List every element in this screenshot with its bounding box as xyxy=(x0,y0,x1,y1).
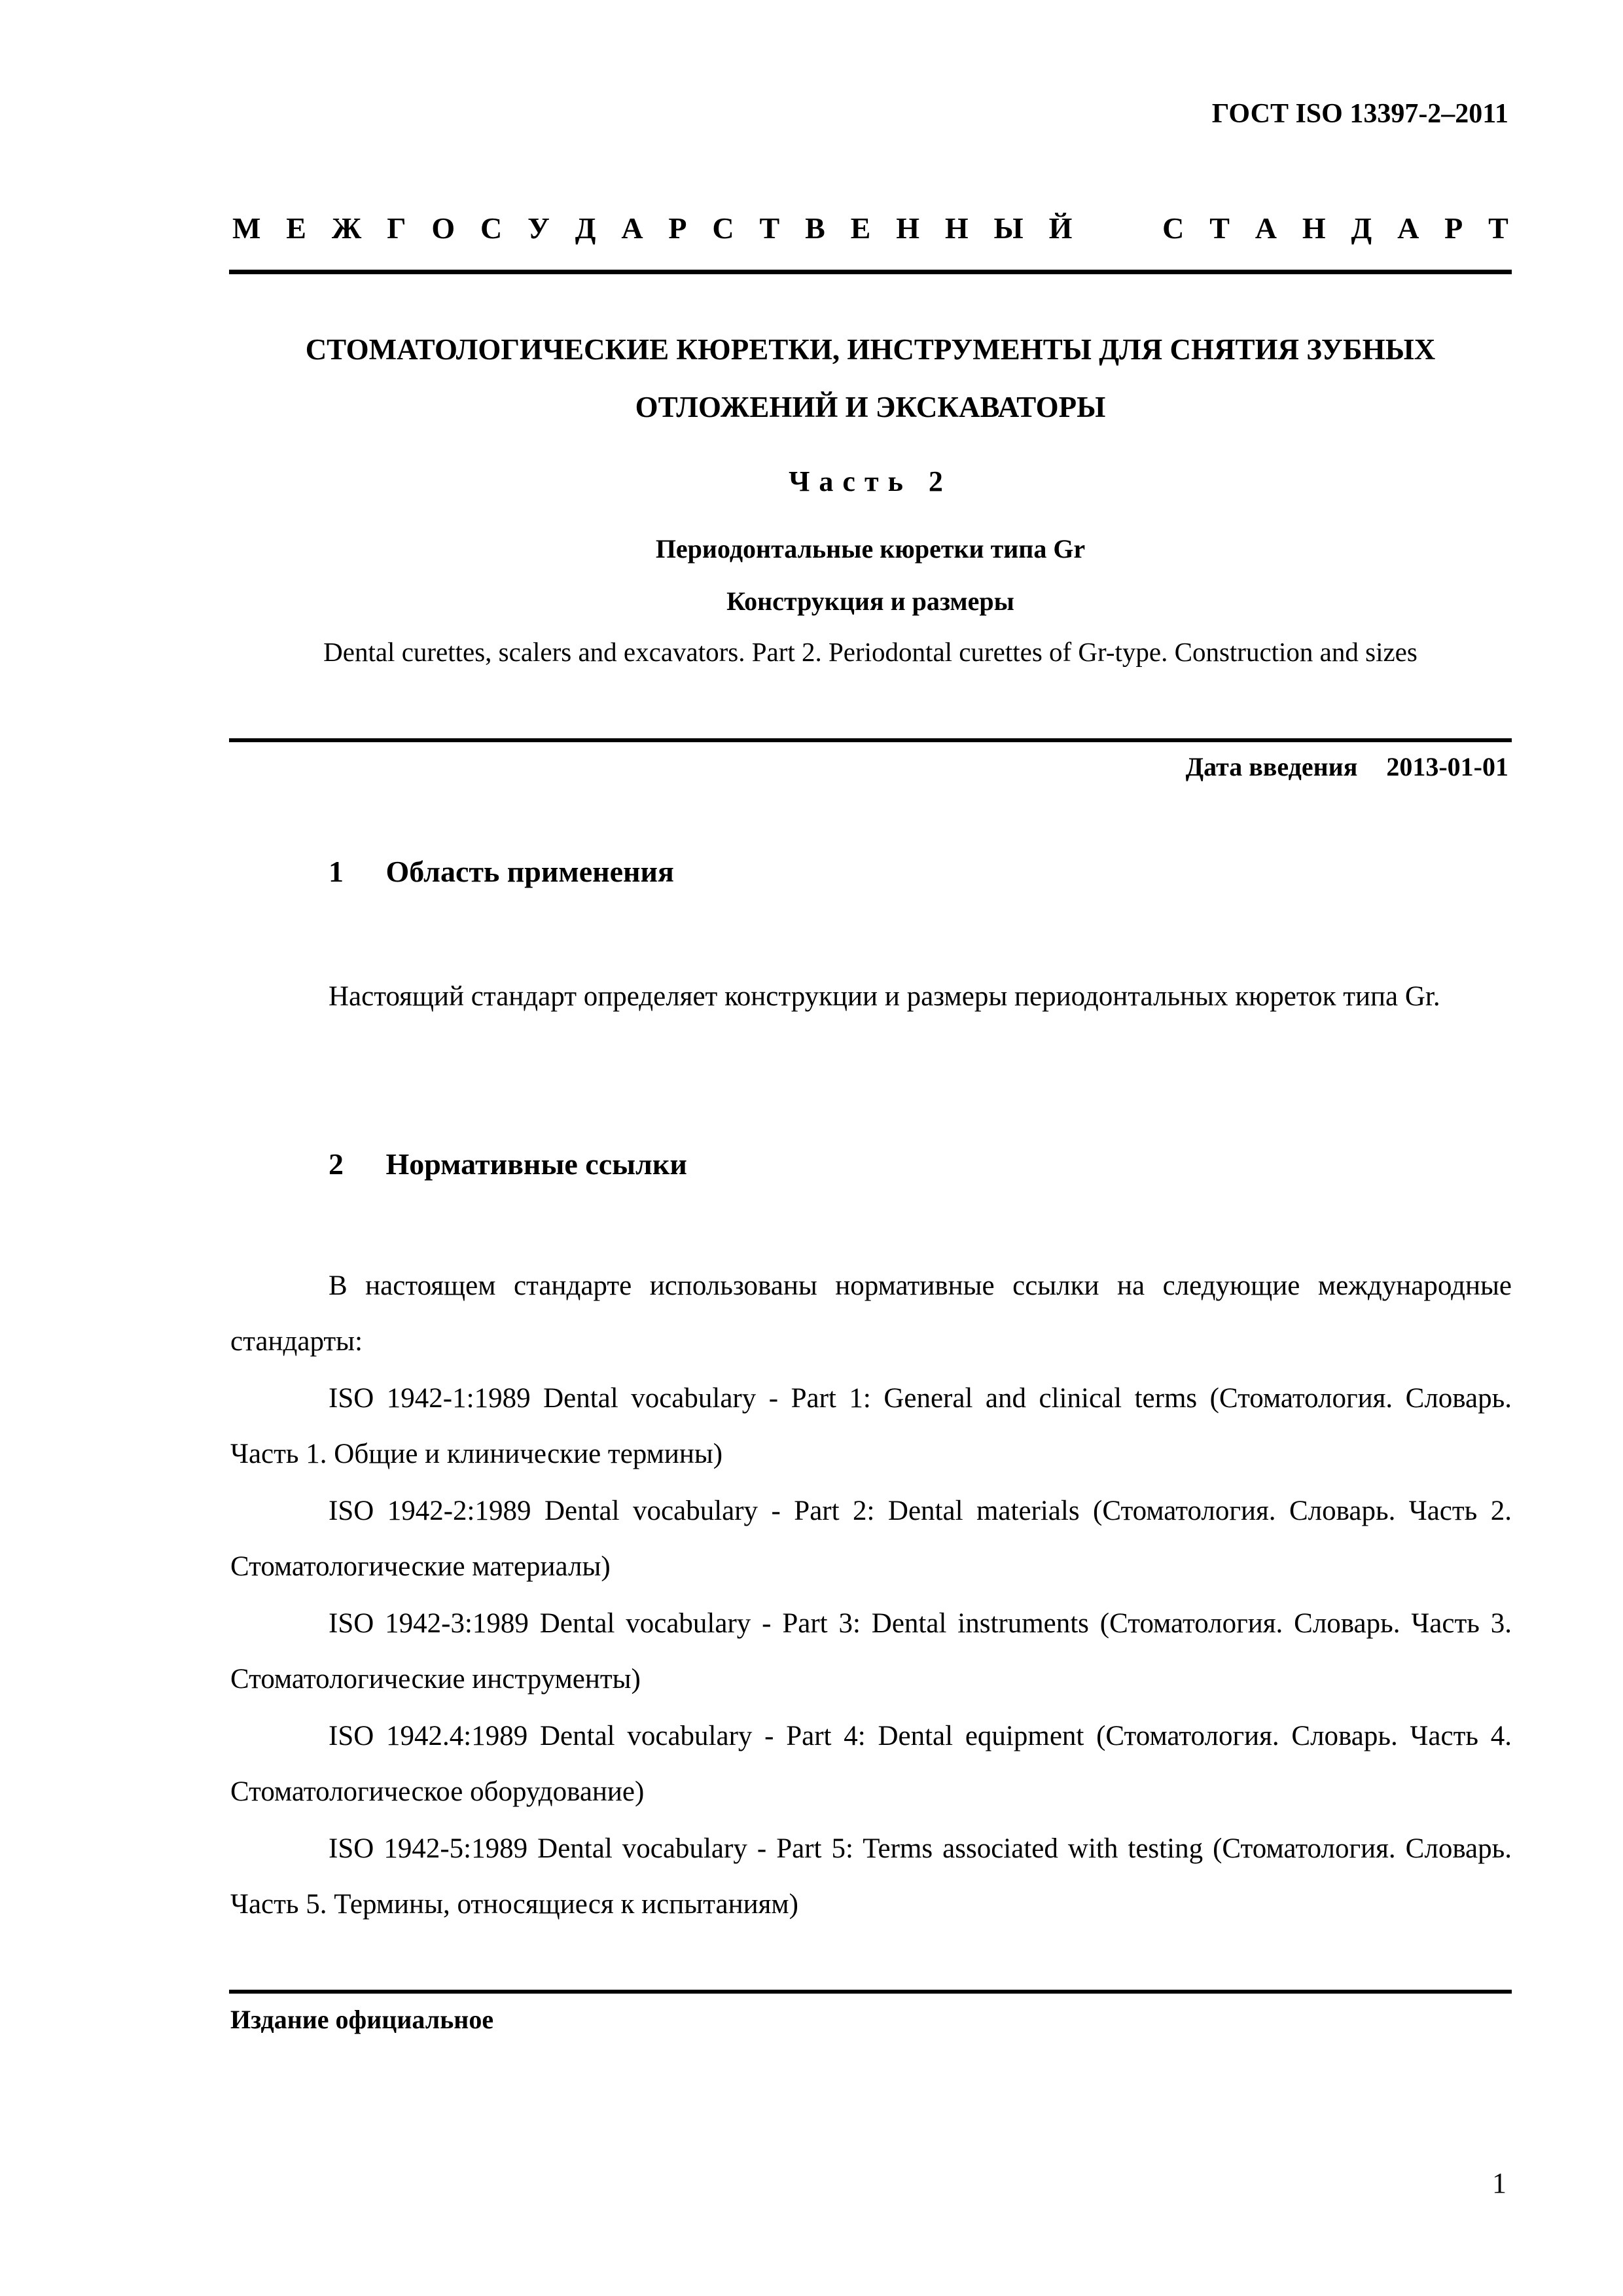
section-title: Нормативные ссылки xyxy=(385,1147,687,1181)
banner-letter: Г xyxy=(387,211,406,245)
document-title-line2: ОТЛОЖЕНИЙ И ЭКСКАВАТОРЫ xyxy=(635,391,1106,423)
paragraph-text: Настоящий стандарт определяет конструкции и размеры периодонтальных кюреток типа Gr. xyxy=(329,981,1440,1012)
banner-letter: Е xyxy=(850,211,871,245)
banner-letter: Й xyxy=(1048,211,1073,245)
banner-letter: С xyxy=(480,211,503,245)
banner-letter: А xyxy=(621,211,643,245)
section-number: 2 xyxy=(329,1147,344,1181)
part-label: Часть 2 xyxy=(789,465,952,497)
scope-paragraph xyxy=(230,969,1512,1024)
banner-letter: Е xyxy=(286,211,306,245)
subtitle-type: Периодонтальные кюретки типа Gr xyxy=(655,534,1086,564)
reference-item xyxy=(230,1483,1512,1594)
header-divider xyxy=(229,270,1512,274)
introduction-date-label: Дата введения xyxy=(1185,752,1358,781)
paragraph-text: В настоящем стандарте использованы нормативные ссылки на следующие международные стандарты: xyxy=(230,1270,1512,1357)
reference-item xyxy=(230,1371,1512,1482)
introduction-date xyxy=(1186,751,1508,782)
banner-letter: Н xyxy=(944,211,969,245)
banner-letter: Т xyxy=(759,211,780,245)
title-divider xyxy=(229,738,1512,742)
banner-letter: А xyxy=(1255,211,1277,245)
banner-letter: Р xyxy=(1444,211,1463,245)
banner-letter: Д xyxy=(1351,211,1372,245)
reference-item xyxy=(230,1708,1512,1820)
reference-item xyxy=(230,1596,1512,1707)
banner-letter: Т xyxy=(1209,211,1230,245)
subtitle-construction: Конструкция и размеры xyxy=(726,586,1014,616)
section-heading-references xyxy=(329,1147,687,1181)
document-title-line1: СТОМАТОЛОГИЧЕСКИЕ КЮРЕТКИ, ИНСТРУМЕНТЫ ДЛЯ СНЯТИЯ ЗУБНЫХ xyxy=(305,333,1436,366)
page-number: 1 xyxy=(1492,2167,1507,2199)
edition-label: Издание официальное xyxy=(230,2005,494,2034)
banner-letter: О xyxy=(431,211,455,245)
paragraph-text: ISO 1942.4:1989 Dental vocabulary - Part 4: Dental equipment (Стоматология. Словарь. Часть 4. Стоматологическое оборудование) xyxy=(230,1721,1512,1807)
banner-letter: А xyxy=(1397,211,1419,245)
banner-letter: Ы xyxy=(993,211,1024,245)
section-title: Область применения xyxy=(385,855,674,888)
references-intro-paragraph xyxy=(230,1258,1512,1369)
banner-letter: С xyxy=(1162,211,1185,245)
paragraph-text: ISO 1942-2:1989 Dental vocabulary - Part 2: Dental materials (Стоматология. Словарь. Часть 2. Стоматологические материалы) xyxy=(230,1496,1512,1582)
banner-letter: С xyxy=(712,211,734,245)
paragraph-text: ISO 1942-1:1989 Dental vocabulary - Part 1: General and clinical terms (Стоматология. Словарь. Часть 1. Общие и клинические термины) xyxy=(230,1383,1512,1469)
banner-word-gap xyxy=(1097,211,1137,245)
banner-letter: Ж xyxy=(331,211,362,245)
section-number: 1 xyxy=(329,855,344,888)
section-heading-scope xyxy=(329,854,674,889)
english-title: Dental curettes, scalers and excavators. Part 2. Periodontal curettes of Gr-type. Construction and sizes xyxy=(323,637,1418,667)
interstate-standard-banner xyxy=(232,211,1508,245)
banner-letter: Д xyxy=(575,211,596,245)
banner-letter: В xyxy=(805,211,825,245)
banner-letter: Н xyxy=(896,211,919,245)
standard-code: ГОСТ ISO 13397-2–2011 xyxy=(1211,99,1508,129)
paragraph-text: ISO 1942-5:1989 Dental vocabulary - Part 5: Terms associated with testing (Стоматология. Словарь. Часть 5. Термины, относящиеся к испытаниям) xyxy=(230,1833,1512,1920)
banner-letter: М xyxy=(232,211,261,245)
banner-letter: Т xyxy=(1488,211,1508,245)
banner-letter: Н xyxy=(1302,211,1326,245)
banner-letter: У xyxy=(527,211,550,245)
introduction-date-value: 2013-01-01 xyxy=(1386,752,1508,781)
paragraph-text: ISO 1942-3:1989 Dental vocabulary - Part 3: Dental instruments (Стоматология. Словарь. Часть 3. Стоматологические инструменты) xyxy=(230,1608,1512,1695)
reference-item xyxy=(230,1821,1512,1932)
footer-divider xyxy=(229,1990,1512,1994)
banner-letter: Р xyxy=(668,211,687,245)
